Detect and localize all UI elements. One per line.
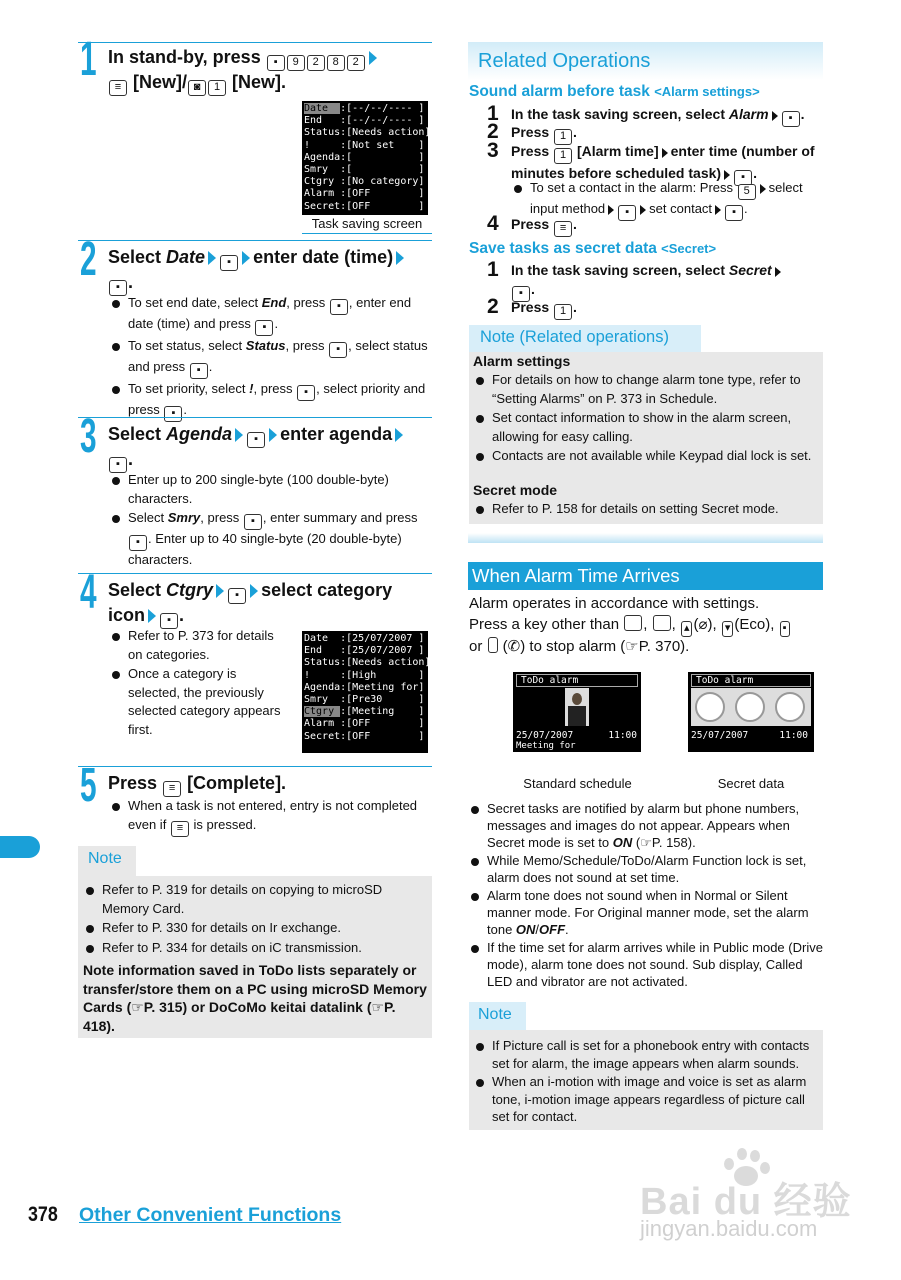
list-item: Refer to P. 330 for details on Ir exchange. xyxy=(84,919,426,938)
list-item: Refer to P. 319 for details on copying to microSD Memory Card. xyxy=(84,881,426,918)
standard-alarm-screen: ToDo alarm 25/07/2007 11:00 Meeting for xyxy=(513,672,641,772)
mail-key-icon xyxy=(653,615,671,631)
step-4-text: Select Ctgry ▪ select category icon ▪ . xyxy=(108,579,392,629)
note-bullets xyxy=(84,881,426,958)
step-3-number: 3 xyxy=(80,410,97,463)
note-bold-text: Note information saved in ToDo lists separately or transfer/store them on a PC using microSD Memory Cards (☞P. 315) or DoCoMo keitai datalink (☞P. 418). xyxy=(83,962,427,1034)
list-item: To set priority, select !, press ▪ , select priority and press ▪ . xyxy=(110,380,432,422)
step-2-number: 2 xyxy=(80,233,97,286)
list-item: For details on how to change alarm tone type, refer to “Setting Alarms” on P. 373 in Schedule. xyxy=(474,371,818,408)
list-item: To set a contact in the alarm: Press 5 select input method ▪ set contact ▪ . xyxy=(512,179,822,221)
list-item: Select Smry, press ▪ , enter summary and press ▪ . Enter up to 40 single-byte (20 double-byte) characters. xyxy=(110,509,432,570)
list-item: Refer to P. 334 for details on iC transmission. xyxy=(84,939,426,958)
step-2-text: Select Date ▪ enter date (time) ▪ . xyxy=(108,246,407,296)
softkey-icon: ≡ xyxy=(109,80,127,96)
caption-standard: Standard schedule xyxy=(523,776,632,791)
section-link[interactable]: Other Convenient Functions xyxy=(79,1204,342,1226)
list-item: If the time set for alarm arrives while in Public mode (Drive mode), alarm tone does not sound. Sub display, Called LED and vibrator are not activated. xyxy=(469,939,823,990)
step-5-bullets xyxy=(110,797,432,838)
reference-icon: ☞ xyxy=(131,999,144,1015)
alarm-intro: Alarm operates in accordance with settings. Press a key other than , , ▴ (⌀), ▾ (Eco), ▪ or (✆) to stop alarm (☞P. 370). xyxy=(469,594,823,657)
clear-key-icon xyxy=(624,615,642,631)
watermark-url: jingyan.baidu.com xyxy=(640,1216,818,1241)
clock-icon xyxy=(691,688,811,726)
list-item: Once a category is selected, the previously selected category appears first. xyxy=(110,665,290,739)
page-number: 378 xyxy=(28,1203,58,1226)
list-item: Contacts are not available while Keypad dial lock is set. xyxy=(474,447,818,466)
list-item: Set contact information to show in the alarm screen, allowing for easy calling. xyxy=(474,409,818,446)
section-divider xyxy=(468,533,823,543)
section-heading: Sound alarm before task <Alarm settings> xyxy=(469,83,760,100)
menu-key-icon: ▪ xyxy=(267,55,285,71)
list-item: When an i-motion with image and voice is set as alarm tone, i-motion image appears regardless of picture call set for contact. xyxy=(474,1073,818,1126)
step-4-number: 4 xyxy=(80,566,97,619)
step-2-bullets xyxy=(110,294,432,423)
list-item: Enter up to 200 single-byte (100 double-byte) characters. xyxy=(110,471,432,508)
step-4-divider xyxy=(78,573,432,574)
screen-caption: Task saving screen xyxy=(302,216,432,234)
step-5-divider xyxy=(78,766,432,767)
list-item: Refer to P. 373 for details on categories. xyxy=(110,627,290,664)
list-item: To set end date, select End, press ▪ , enter end date (time) and press ▪ . xyxy=(110,294,432,336)
step-3-divider xyxy=(78,417,432,418)
list-item: Alarm tone does not sound when in Normal or Silent manner mode. For Original manner mode, set the alarm tone ON/OFF. xyxy=(469,887,823,938)
watermark-brand: Bai du 经验 xyxy=(640,1181,852,1223)
list-item: Secret tasks are notified by alarm but phone numbers, messages and images do not appear. Appears when Secret mode is set to ON (☞P. 158). xyxy=(469,800,823,851)
note-title: Note xyxy=(78,846,136,876)
step-2-divider xyxy=(78,240,432,241)
side-key2-icon: ▾ xyxy=(722,621,734,637)
caption-secret: Secret data xyxy=(717,776,785,791)
step-5-number: 5 xyxy=(80,759,97,812)
step-4-bullets xyxy=(110,627,290,740)
secret-alarm-screen: ToDo alarm 25/07/2007 11:00 xyxy=(688,672,814,772)
step-1-divider xyxy=(78,42,432,43)
arrow-icon xyxy=(369,51,377,65)
side-tab xyxy=(0,836,40,858)
step-1-text: In stand-by, press ▪ 9 2 8 2 ≡ [New]/ ◙ 1 [New]. xyxy=(108,46,380,96)
section-heading: Save tasks as secret data <Secret> xyxy=(469,240,717,257)
step-3-text: Select Agenda ▪ enter agenda ▪ . xyxy=(108,423,406,473)
list-item: To set status, select Status, press ▪ , select status and press ▪ . xyxy=(110,337,432,379)
camera-key-icon: ◙ xyxy=(188,80,206,96)
note-related-title: Note (Related operations) xyxy=(469,325,701,352)
list-item: While Memo/Schedule/ToDo/Alarm Function lock is set, alarm does not sound at set time. xyxy=(469,852,823,886)
reference-icon: ☞ xyxy=(371,999,385,1015)
alarm-title: When Alarm Time Arrives xyxy=(468,562,823,590)
list-item: When a task is not entered, entry is not completed even if ≡ is pressed. xyxy=(110,797,432,837)
step-1-number: 1 xyxy=(80,33,97,86)
step-3-bullets xyxy=(110,471,432,571)
list-item: Refer to P. 158 for details on setting Secret mode. xyxy=(474,500,818,519)
step-5-text: Press ≡ [Complete]. xyxy=(108,772,286,797)
side-key-icon: ▴ xyxy=(681,621,693,637)
reference-icon: ☞ xyxy=(640,835,652,850)
list-item: If Picture call is set for a phonebook entry with contacts set for alarm, the image appears when alarm sounds. xyxy=(474,1037,818,1072)
task-saving-screen: Date :[--/--/---- ] End :[--/--/---- ] Status:[Needs action] ! :[Not set ] Agenda:[ ] Smry :[ ] Ctgry :[No category] Alarm :[OFF ] Secret:[OFF ] xyxy=(302,101,428,215)
side-key3-icon: ▪ xyxy=(780,621,790,637)
reference-icon: ☞ xyxy=(625,637,639,655)
alarm-bullets xyxy=(469,800,823,991)
note-right-title: Note xyxy=(469,1002,526,1030)
power-key-icon xyxy=(488,637,498,653)
photo xyxy=(565,688,589,726)
related-title: Related Operations xyxy=(478,50,651,72)
category-screen: Date :[25/07/2007 ] End :[25/07/2007 ] Status:[Needs action] ! :[High ] Agenda:[Meeting for] Smry :[Pre30 ] Ctgry :[Meeting ] Alarm :[OFF ] Secret:[OFF ] xyxy=(302,631,428,753)
